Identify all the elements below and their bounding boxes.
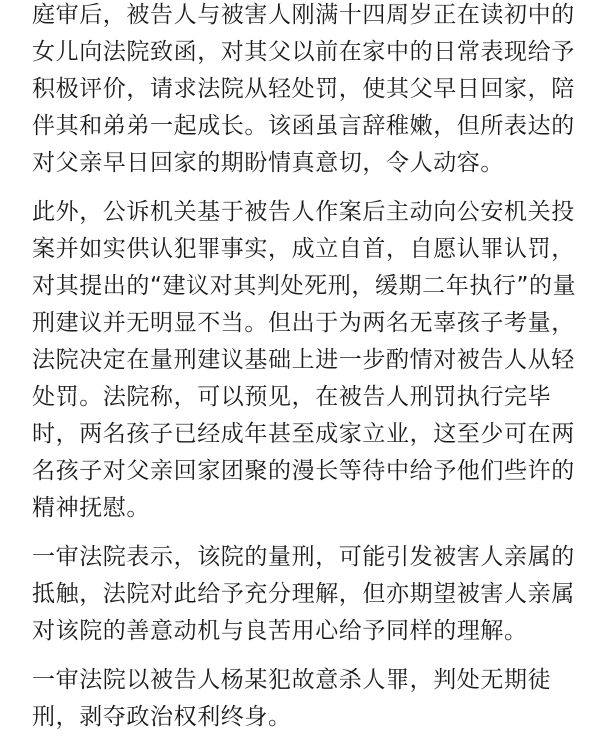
text-line: 对父亲早日回家的期盼情真意切，令人动容。 (32, 150, 504, 176)
text-line: 庭审后，被告人与被害人刚满十四周岁正在读初中的 (32, 2, 575, 28)
text-line: 精神抚慰。 (32, 495, 150, 521)
paragraph-gap (32, 182, 572, 194)
text-line: 积极评价，请求法院从轻处罚，使其父早日回家，陪 (32, 76, 575, 102)
article-body (32, 0, 577, 736)
text-line: 此外，公诉机关基于被告人作案后主动向公安机关投 (32, 199, 575, 225)
paragraph-verdict (32, 662, 572, 736)
text-line: 一审法院以被告人杨某犯故意杀人罪，判处无期徒 (32, 667, 552, 693)
text-line: 女儿向法院致函，对其父以前在家中的日常表现给予 (32, 39, 575, 65)
text-line: 抵触，法院对此给予充分理解，但亦期望被害人亲属 (32, 581, 575, 607)
text-line: 刑建议并无明显不当。但出于为两名无辜孩子考量， (32, 310, 575, 336)
paragraph-prosecution (32, 194, 577, 527)
text-line: 一审法院表示，该院的量刑，可能引发被害人亲属的 (32, 544, 575, 570)
text-line: 刑，剥夺政治权利终身。 (32, 704, 292, 730)
text-line: 伴其和弟弟一起成长。该函虽言辞稚嫩，但所表达的 (32, 113, 575, 139)
text-line: 法院决定在量刑建议基础上进一步酌情对被告人从轻 (32, 347, 575, 373)
text-line: 名孩子对父亲回家团聚的漫长等待中给予他们些许的 (32, 458, 575, 484)
paragraph-gap (32, 650, 572, 662)
paragraph-daughter-letter (32, 0, 575, 182)
text-line: 时，两名孩子已经成年甚至成家立业，这至少可在两 (32, 421, 575, 447)
text-line: 对其提出的“建议对其判处死刑，缓期二年执行”的量 (32, 273, 577, 299)
paragraph-gap (32, 527, 572, 539)
text-line: 处罚。法院称，可以预见，在被告人刑罚执行完毕 (32, 384, 552, 410)
text-line: 案并如实供认犯罪事实，成立自首，自愿认罪认罚， (32, 236, 575, 262)
paragraph-court-statement (32, 539, 575, 650)
text-line: 对该院的善意动机与良苦用心给予同样的理解。 (32, 618, 528, 644)
